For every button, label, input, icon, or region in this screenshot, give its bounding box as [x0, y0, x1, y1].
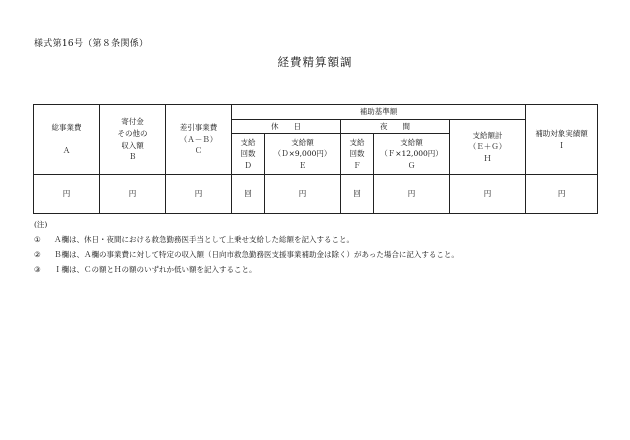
note-item [34, 262, 459, 277]
cell-night-amount[interactable]: 円 [374, 175, 450, 214]
cell-holiday-amount[interactable]: 円 [265, 175, 341, 214]
notes [34, 217, 459, 277]
expense-table [33, 104, 598, 214]
header-subsidy-standard: 補助基準額 [232, 105, 526, 120]
notes-heading: (注) [34, 220, 48, 229]
header-night: 夜 間 [341, 120, 450, 134]
note-item [34, 232, 459, 247]
cell-net-cost[interactable]: 円 [166, 175, 232, 214]
header-holiday-count: 支給 回数 Ｄ [232, 134, 265, 175]
header-donation-income: 寄付金 その他の 収入額 Ｂ [100, 105, 166, 175]
note-number: ① [34, 235, 41, 244]
header-net-cost: 差引事業費 （Ａ－Ｂ） Ｃ [166, 105, 232, 175]
header-night-amount: 支給額 （Ｆ×12,000円） Ｇ [374, 134, 450, 175]
cell-donation-income[interactable]: 円 [100, 175, 166, 214]
note-item [34, 247, 459, 262]
cell-holiday-count[interactable]: 回 [232, 175, 265, 214]
header-subtotal: 支給額計 （Ｅ＋Ｇ） Ｈ [450, 120, 526, 175]
header-holiday: 休 日 [232, 120, 341, 134]
note-text: Ｂ欄は、Ａ欄の事業費に対して特定の収入額（日向市救急勤務医支援事業補助金は除く）があった場合に記入すること。 [54, 250, 459, 259]
note-text: Ｉ欄は、Ｃの額とＨの額のいずれか低い額を記入すること。 [54, 265, 257, 274]
form-number: 様式第16号（第８条関係） [34, 39, 149, 49]
cell-eligible-amount[interactable]: 円 [526, 175, 598, 214]
note-number: ③ [34, 265, 41, 274]
note-text: Ａ欄は、休日・夜間における救急勤務医手当として上乗せ支給した総額を記入すること。 [54, 235, 354, 244]
header-total-cost: 総事業費 Ａ [34, 105, 100, 175]
header-holiday-amount: 支給額 （Ｄ×9,000円） Ｅ [265, 134, 341, 175]
cell-night-count[interactable]: 回 [341, 175, 374, 214]
cell-total-cost[interactable]: 円 [34, 175, 100, 214]
note-number: ② [34, 250, 41, 259]
page-title: 経費精算額調 [277, 55, 353, 69]
header-night-count: 支給 回数 Ｆ [341, 134, 374, 175]
header-eligible-amount: 補助対象実績額 Ｉ [526, 105, 598, 175]
cell-subtotal[interactable]: 円 [450, 175, 526, 214]
